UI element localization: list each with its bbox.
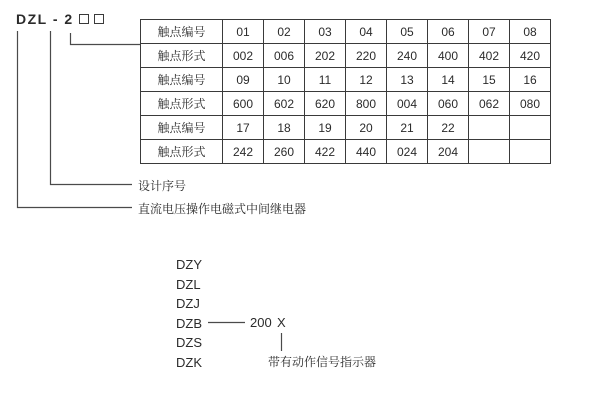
cell: 080 bbox=[510, 92, 551, 116]
row-header: 触点编号 bbox=[141, 116, 223, 140]
cell: 06 bbox=[428, 20, 469, 44]
design-serial-label: 设计序号 bbox=[138, 179, 187, 193]
cell: 15 bbox=[469, 68, 510, 92]
cell: 240 bbox=[387, 44, 428, 68]
cell: 10 bbox=[264, 68, 305, 92]
table-row bbox=[141, 92, 551, 116]
cell: 21 bbox=[387, 116, 428, 140]
cell: 02 bbox=[264, 20, 305, 44]
connector-relay-type-line bbox=[18, 31, 133, 208]
cell: 14 bbox=[428, 68, 469, 92]
cell: 05 bbox=[387, 20, 428, 44]
row-header: 触点编号 bbox=[141, 68, 223, 92]
cell: 204 bbox=[428, 140, 469, 164]
cell: 400 bbox=[428, 44, 469, 68]
table-row bbox=[141, 20, 551, 44]
row-header: 触点形式 bbox=[141, 44, 223, 68]
cell: 08 bbox=[510, 20, 551, 44]
cell: 422 bbox=[305, 140, 346, 164]
relay-type-label: 直流电压操作电磁式中间继电器 bbox=[138, 202, 307, 216]
table-row bbox=[141, 68, 551, 92]
model-prefix-text: DZL - 2 bbox=[16, 11, 74, 27]
cell: 13 bbox=[387, 68, 428, 92]
cell: 620 bbox=[305, 92, 346, 116]
cell: 11 bbox=[305, 68, 346, 92]
cell: 17 bbox=[223, 116, 264, 140]
cell bbox=[469, 116, 510, 140]
cell: 024 bbox=[387, 140, 428, 164]
cell: 242 bbox=[223, 140, 264, 164]
series-item-dzb: DZB bbox=[176, 316, 202, 331]
cell: 01 bbox=[223, 20, 264, 44]
cell: 440 bbox=[346, 140, 387, 164]
cell: 19 bbox=[305, 116, 346, 140]
cell: 18 bbox=[264, 116, 305, 140]
dzb-variant-x: X bbox=[277, 315, 286, 330]
cell: 220 bbox=[346, 44, 387, 68]
cell: 07 bbox=[469, 20, 510, 44]
cell: 800 bbox=[346, 92, 387, 116]
variant-indicator-note: 带有动作信号指示器 bbox=[268, 355, 377, 369]
cell bbox=[510, 140, 551, 164]
contact-spec-table bbox=[140, 19, 551, 164]
placeholder-box-2 bbox=[94, 14, 104, 24]
cell: 04 bbox=[346, 20, 387, 44]
row-header: 触点形式 bbox=[141, 92, 223, 116]
cell: 16 bbox=[510, 68, 551, 92]
cell: 062 bbox=[469, 92, 510, 116]
series-item-dzj: DZJ bbox=[176, 296, 200, 311]
connector-contact-table-line bbox=[71, 33, 141, 45]
cell: 402 bbox=[469, 44, 510, 68]
cell bbox=[469, 140, 510, 164]
series-item-dzk: DZK bbox=[176, 355, 202, 370]
cell: 004 bbox=[387, 92, 428, 116]
cell: 22 bbox=[428, 116, 469, 140]
cell: 006 bbox=[264, 44, 305, 68]
cell: 600 bbox=[223, 92, 264, 116]
table-row bbox=[141, 140, 551, 164]
cell: 260 bbox=[264, 140, 305, 164]
connector-design-serial-line bbox=[51, 31, 133, 185]
cell bbox=[510, 116, 551, 140]
cell: 420 bbox=[510, 44, 551, 68]
table-row bbox=[141, 44, 551, 68]
cell: 602 bbox=[264, 92, 305, 116]
cell: 03 bbox=[305, 20, 346, 44]
row-header: 触点形式 bbox=[141, 140, 223, 164]
cell: 202 bbox=[305, 44, 346, 68]
cell: 060 bbox=[428, 92, 469, 116]
cell: 20 bbox=[346, 116, 387, 140]
series-item-dzs: DZS bbox=[176, 335, 202, 350]
model-designation bbox=[16, 11, 104, 27]
series-item-dzy: DZY bbox=[176, 257, 202, 272]
cell: 12 bbox=[346, 68, 387, 92]
table-row bbox=[141, 116, 551, 140]
placeholder-box-1 bbox=[79, 14, 89, 24]
cell: 002 bbox=[223, 44, 264, 68]
series-item-dzl: DZL bbox=[176, 277, 201, 292]
row-header: 触点编号 bbox=[141, 20, 223, 44]
cell: 09 bbox=[223, 68, 264, 92]
dzb-number-code: 200 bbox=[250, 315, 272, 330]
